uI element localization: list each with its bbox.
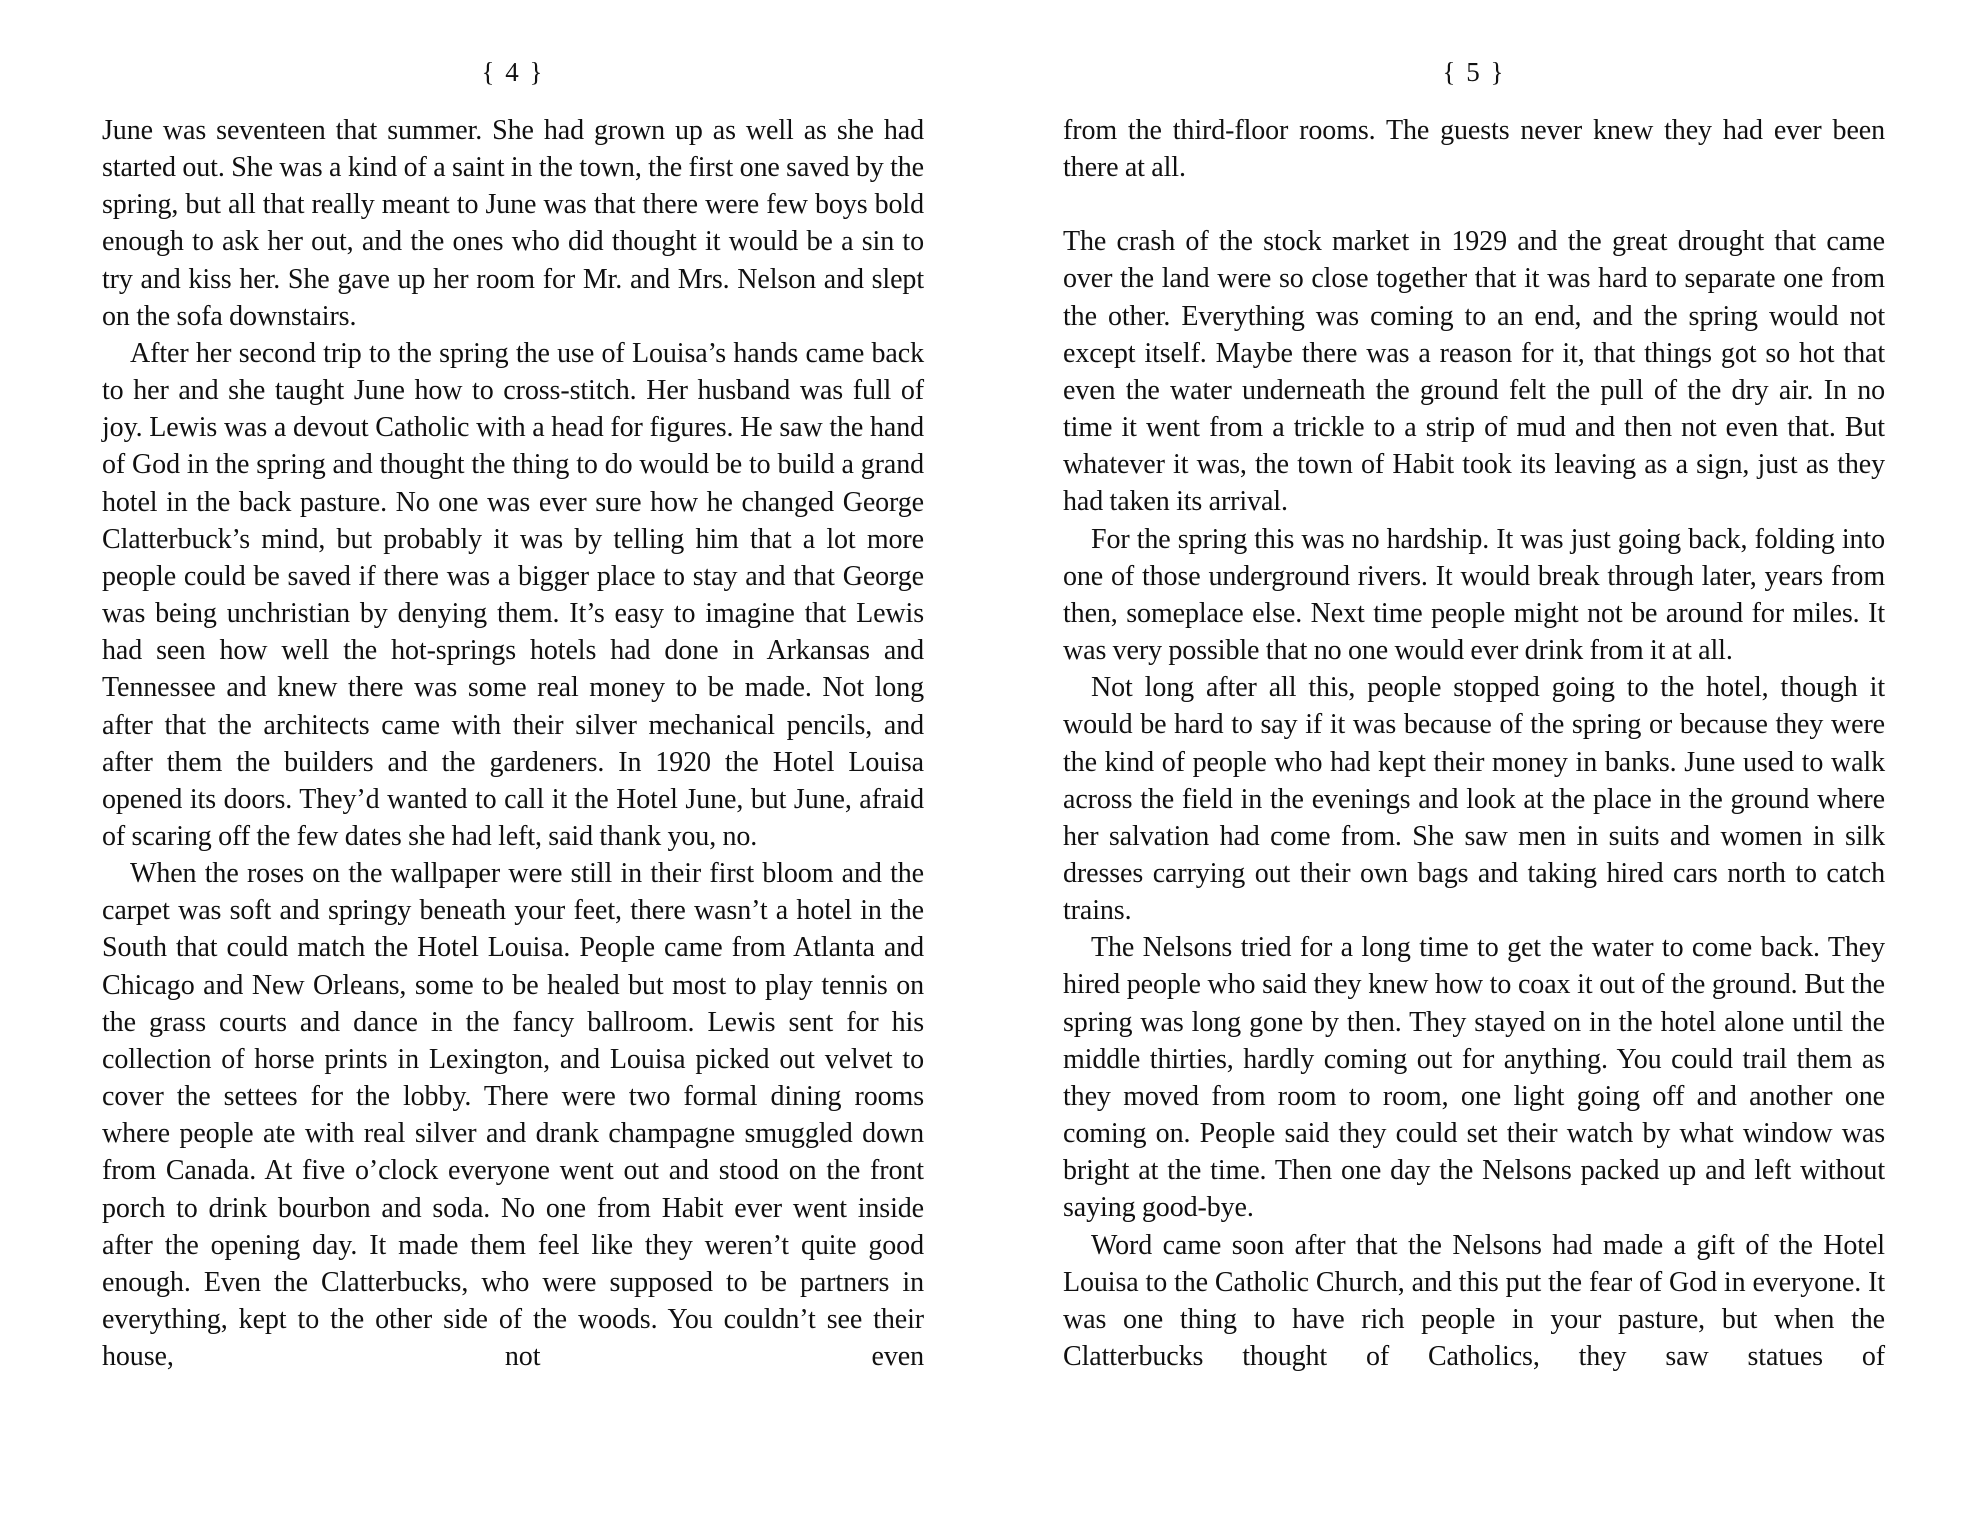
paragraph-june-seventeen: June was seventeen that summer. She had grown up as well as she had started out. She was a kind of a saint in the town, the first one saved by the spring, but all that really meant to June was that there were few boys bold enough to ask her out, and the ones who did thought it would be a sin to try and kiss her. She gave up her room for Mr. and Mrs. Nelson and slept on the sofa downstairs. [102,115,924,332]
paragraph-no-hardship: For the spring this was no hardship. It was just going back, folding into one of those underground rivers. It would break through later, years from then, someplace else. Next time people might not be around for miles. It was very possible that no one would ever drink from it at all. [1063,523,1885,667]
left-page [102,52,924,1375]
paragraph-louisa-hands: After her second trip to the spring the use of Louisa’s hands came back to her and she taught June how to cross-stitch. Her husband was full of joy. Lewis was a devout Catholic with a head for figures. He saw the hand of God in the spring and thought the thing to do would be to build a grand hotel in the back pasture. No one was ever sure how he changed George Clatterbuck’s mind, but probably it was by telling him that a lot more people could be saved if there was a bigger place to stay and that George was being unchristian by denying them. It’s easy to imagine that Lewis had seen how well the hot-springs hotels had done in Arkansas and Tennessee and knew there was some real money to be made. Not long after that the architects came with their silver mechanical pencils, and after them the builders and the gardeners. In 1920 the Hotel Louisa opened its doors. They’d wanted to call it the Hotel June, but June, afraid of scaring off the few dates she had left, said thank you, no. [102,337,924,852]
paragraph-nelsons-tried: The Nelsons tried for a long time to get the water to come back. They hired people who said they knew how to coax it out of the ground. But the spring was long gone by then. They stayed on in the hotel alone until the middle thirties, hardly coming out for anything. You could trail them as they moved from room to room, one light going off and another one coming on. People said they could set their watch by what window was bright at the time. Then one day the Nelsons packed up and left without saying good-bye. [1063,932,1885,1224]
paragraph-third-floor: from the third-floor rooms. The guests never knew they had ever been there at all. [1063,115,1885,184]
paragraph-word-came: Word came soon after that the Nelsons had made a gift of the Hotel Louisa to the Catholic Church, and this put the fear of God in everyone. It was one thing to have rich people in your pasture, but when the Clatterbucks thought of Catholics, they saw statues of [1063,1229,1885,1372]
page-number-right: { 5 } [1442,57,1506,87]
paragraph-stock-crash: The crash of the stock market in 1929 and the great drought that came over the land were so close together that it was hard to separate one from the other. Everything was coming to an end, and the spring would not except itself. Maybe there was a reason for it, that things got so hot that even the water underneath the ground felt the pull of the dry air. In no time it went from a trickle to a strip of mud and then not even that. But whatever it was, the town of Habit took its leaving as a sign, just as they had taken its arrival. [1063,226,1885,518]
right-page [1063,52,1885,1375]
page-number-left: { 4 } [481,57,545,87]
paragraph-roses-wallpaper: When the roses on the wallpaper were still in their first bloom and the carpet was soft and springy beneath your feet, there wasn’t a hotel in the South that could match the Hotel Louisa. People came from Atlanta and Chicago and New Orleans, some to be healed but most to play tennis on the grass courts and dance in the fancy ballroom. Lewis sent for his collection of horse prints in Lexington, and Louisa picked out velvet to cover the settees for the lobby. There were two formal dining rooms where people ate with real silver and drank champagne smuggled down from Canada. At five o’clock everyone went out and stood on the front porch to drink bourbon and soda. No one from Habit ever went inside after the opening day. It made them feel like they weren’t quite good enough. Even the Clatterbucks, who were supposed to be partners in everything, kept to the other side of the woods. You couldn’t see their house, not even [102,858,924,1373]
paragraph-stopped-going: Not long after all this, people stopped going to the hotel, though it would be hard to say if it was because of the spring or because they were the kind of people who had kept their money in banks. June used to walk across the field in the evenings and look at the place in the ground where her salvation had come from. She saw men in suits and women in silk dresses carrying out their own bags and taking hired cars north to catch trains. [1063,672,1885,927]
